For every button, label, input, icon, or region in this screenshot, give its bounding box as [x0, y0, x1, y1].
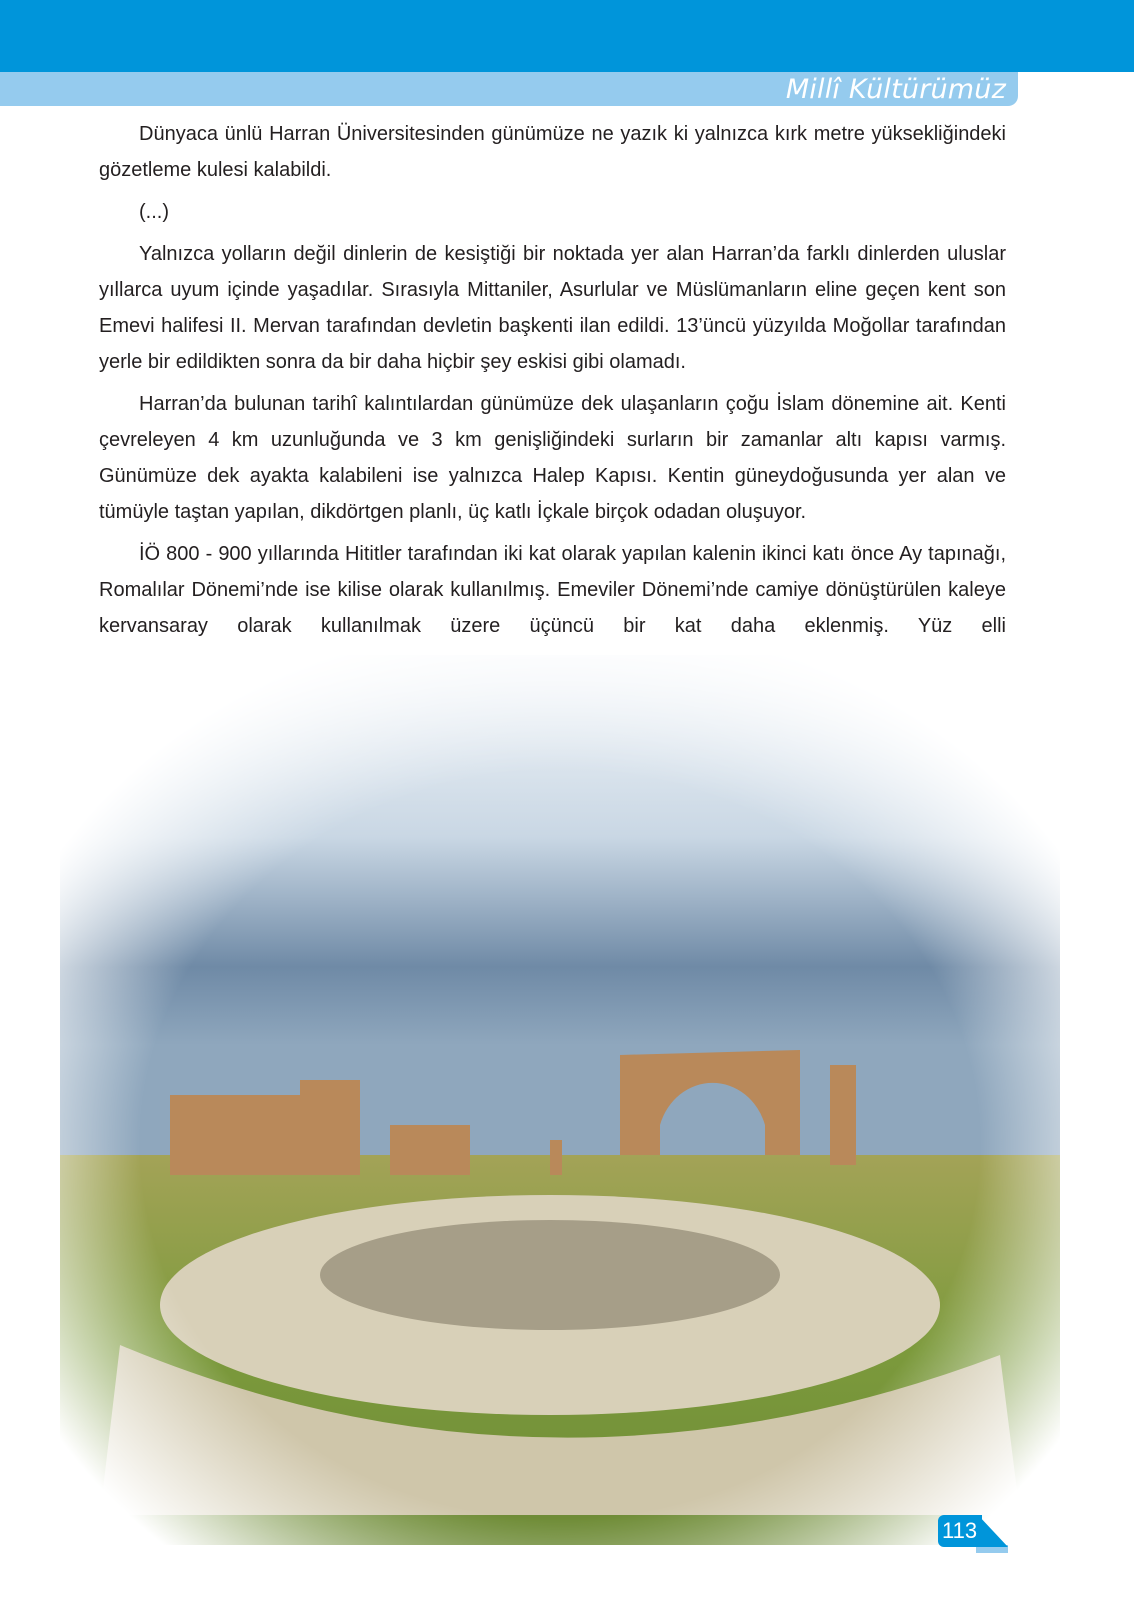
- paragraph: İÖ 800 - 900 yıllarında Hititler tarafından iki kat olarak yapılan kalenin ikinci katı önce Ay tapınağı, Romalılar Dönemi’nde ise kilise olarak kullanılmış. Emeviler Dönemi’nde camiye dönüştürülen kaleye kervansaray olarak kullanılmak üzere üçüncü bir kat daha eklenmiş. Yüz elli: [99, 543, 1006, 637]
- section-band: [0, 72, 1018, 106]
- paragraph: Harran’da bulunan tarihî kalıntılardan günümüze dek ulaşanların çoğu İslam dönemine ait. Kenti çevreleyen 4 km uzunluğunda ve 3 km genişliğindeki surların bir zamanlar altı kapısı varmış. Günümüze dek ayakta kalabileni ise yalnızca Halep Kapısı. Kentin güneydoğusunda yer alan ve tümüyle taştan yapılan, dikdörtgen planlı, üç katlı İçkale birçok odadan oluşuyor.: [99, 393, 1006, 523]
- page-number: [938, 1515, 992, 1547]
- header-bar: [0, 0, 1134, 72]
- section-title: Millî Kültürümüz: [785, 74, 1006, 105]
- body-text: [99, 116, 1006, 650]
- paragraph: Yalnızca yolların değil dinlerin de kesiştiği bir noktada yer alan Harran’da farklı dinlerden uluslar yıllarca uyum içinde yaşadılar. Sırasıyla Mittaniler, Asurlular ve Müslümanların eline geçen kent son Emevi halifesi II. Mervan tarafından devletin başkenti ilan edildi. 13’üncü yüzyılda Moğollar tarafından yerle bir edildikten sonra da bir daha hiçbir şey eskisi gibi olamadı.: [99, 243, 1006, 373]
- paragraph: (...): [139, 201, 169, 223]
- harran-ruins-photo: [60, 655, 1060, 1545]
- paragraph: Dünyaca ünlü Harran Üniversitesinden günümüze ne yazık ki yalnızca kırk metre yüksekliğindeki gözetleme kulesi kalabildi.: [99, 123, 1006, 181]
- page-number-text: 113: [942, 1518, 978, 1543]
